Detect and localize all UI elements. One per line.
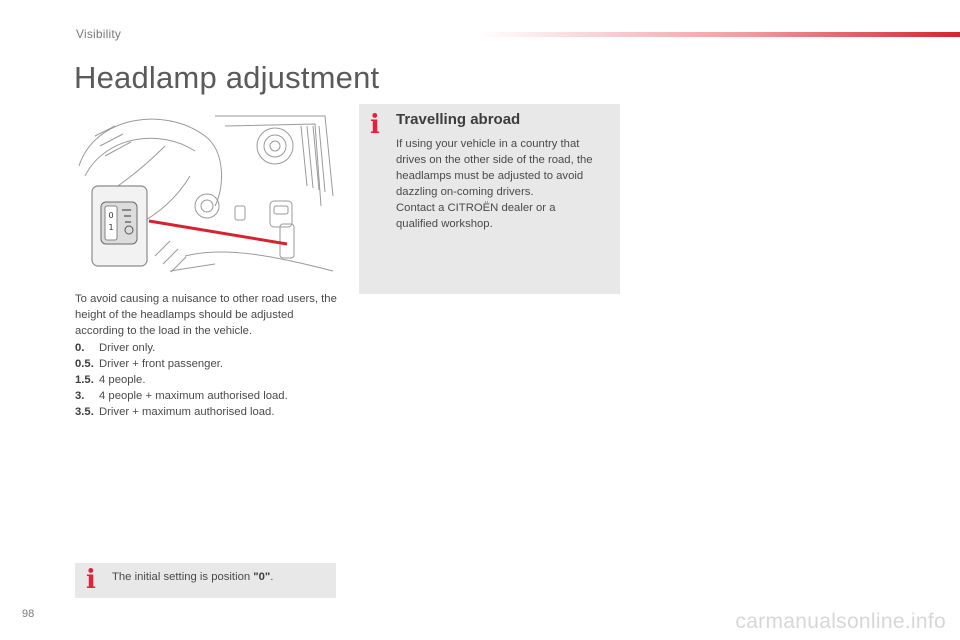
- setting-label: Driver only.: [99, 341, 156, 354]
- travelling-abroad-box: [359, 104, 620, 294]
- setting-row: [75, 388, 337, 404]
- watermark: carmanualsonline.info: [735, 610, 946, 633]
- info-box-body: [396, 136, 614, 233]
- info-line: dazzling on-coming drivers.: [396, 186, 534, 199]
- info-icon: i: [86, 565, 96, 595]
- body-text: [75, 291, 337, 421]
- info-line: qualified workshop.: [396, 218, 493, 231]
- setting-label: Driver + maximum authorised load.: [99, 406, 275, 419]
- setting-row: [75, 356, 337, 372]
- headlamp-control-illustration: [75, 106, 337, 278]
- info-line: If using your vehicle in a country that: [396, 138, 580, 150]
- header-accent-bar: [478, 32, 960, 37]
- dial-mark-1: 1: [108, 223, 114, 232]
- intro-paragraph: To avoid causing a nuisance to other road users, the height of the headlamps should be adjusted according to the load in the vehicle.: [75, 293, 337, 338]
- info-line: drives on the other side of the road, the: [396, 154, 593, 167]
- ignition-ring: [257, 128, 293, 164]
- note-text-after: .: [270, 571, 274, 583]
- setting-label: Driver + front passenger.: [99, 357, 224, 370]
- dashboard-drawing: [75, 106, 337, 278]
- setting-row: [75, 372, 337, 388]
- info-line: headlamps must be adjusted to avoid: [396, 170, 584, 183]
- info-line: Contact a CITROËN dealer or a: [396, 202, 556, 215]
- page-number: 98: [22, 608, 35, 620]
- pointer-line: [149, 221, 287, 244]
- dashboard-adjust-switch: [280, 224, 294, 258]
- setting-label: 4 people.: [99, 374, 146, 387]
- setting-key: 3.: [75, 390, 85, 403]
- note-text-before: The initial setting is position: [112, 571, 254, 583]
- dial-mark-0: 0: [108, 211, 114, 220]
- setting-row: [75, 404, 337, 420]
- setting-label: 4 people + maximum authorised load.: [99, 390, 288, 403]
- initial-setting-note: [75, 563, 336, 598]
- note-value: "0": [253, 571, 271, 583]
- setting-key: 0.: [75, 341, 85, 354]
- section-label: Visibility: [76, 27, 122, 41]
- setting-key: 1.5.: [75, 374, 94, 387]
- page-title: Headlamp adjustment: [74, 60, 380, 95]
- setting-key: 0.5.: [75, 357, 94, 370]
- setting-row: [75, 340, 337, 356]
- info-icon: i: [370, 110, 380, 140]
- info-box-title: Travelling abroad: [396, 111, 521, 128]
- setting-key: 3.5.: [75, 406, 94, 419]
- note-text: [112, 571, 273, 583]
